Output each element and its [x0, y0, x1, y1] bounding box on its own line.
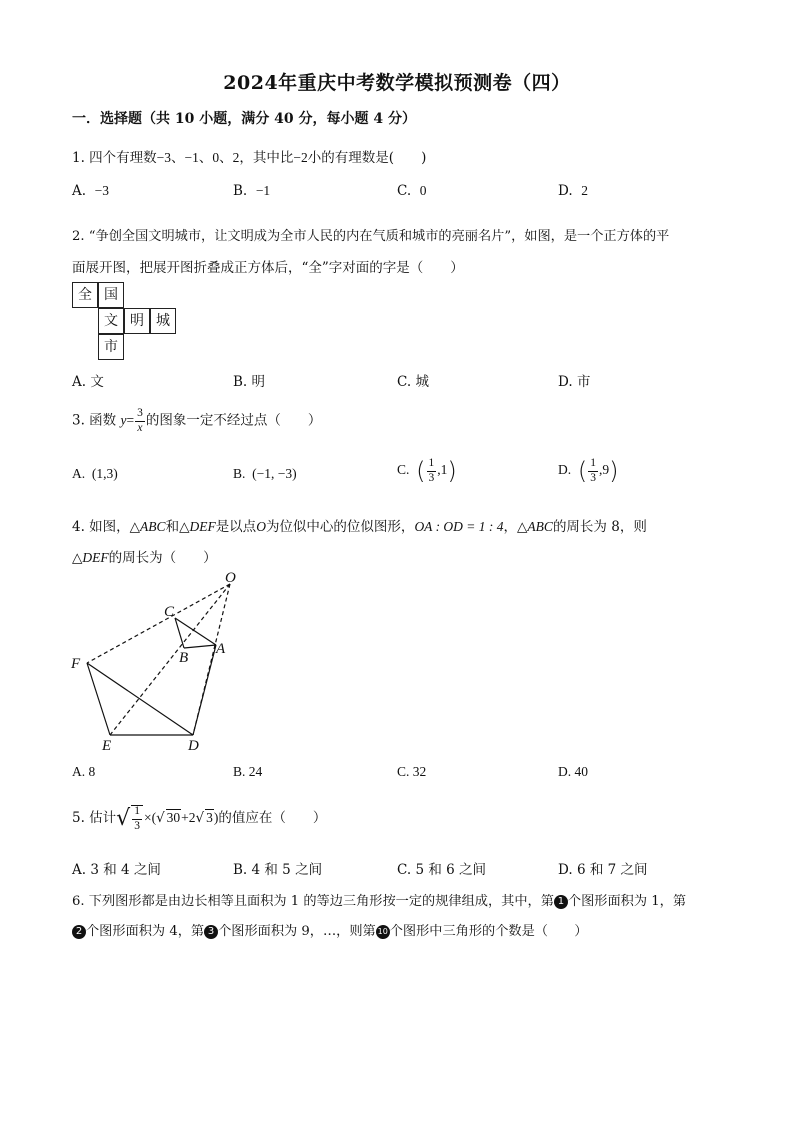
option-label: D.: [558, 862, 573, 878]
option-label: C.: [397, 374, 412, 390]
segment-fd: [87, 663, 193, 735]
net-cell-2: 国: [98, 282, 124, 308]
q4-triangle-abc: △ABC: [129, 519, 166, 534]
q1-num-d: 2: [232, 150, 240, 165]
option-value: 城: [415, 374, 429, 390]
option-label: A.: [72, 466, 86, 481]
question-2-line-2: 面展开图，把展开图折叠成正方体后，“全”字对面的字是（ ）: [72, 260, 464, 276]
q5-root-30: 30: [166, 810, 181, 825]
q3-option-d[interactable]: D. ( $\frac{1}{3}$ ,9): [558, 457, 619, 485]
option-label: D.: [558, 764, 572, 779]
option-value: 4 和 5 之间: [251, 862, 323, 878]
segment-ca: [175, 618, 216, 645]
question-5: 5. 估计√ $\frac{1}{3}$ ×(√ 30+2√ 3)的值应在（ ）: [72, 805, 327, 832]
q6-text: 6. 下列图形都是由边长相等且面积为 1 的等边三角形按一定的规律组成，其中，第: [72, 894, 554, 909]
q5-sqrt-fraction: [131, 805, 143, 832]
question-6-line-1: [72, 890, 686, 909]
label-e: E: [102, 738, 112, 754]
option-value: 8: [88, 764, 96, 779]
q3-fraction: [135, 408, 145, 434]
q5-numerator: 1: [132, 806, 142, 820]
q1-sep: 、: [219, 150, 233, 166]
q4-point-o: O: [256, 519, 266, 534]
q3-suffix: 的图象一定不经过点（ ）: [145, 412, 322, 429]
option-value: 6 和 7 之间: [576, 862, 648, 878]
q3-option-a[interactable]: A. (1,3): [72, 466, 118, 481]
option-label: B.: [233, 183, 248, 199]
option-label: B.: [233, 764, 246, 779]
option-label: C.: [397, 862, 412, 878]
section-heading: 一．选择题（共 10 小题，满分 40 分，每小题 4 分）: [72, 111, 416, 127]
option-value: 0: [419, 183, 427, 198]
option-value: −1: [255, 183, 271, 198]
q2-option-b[interactable]: [233, 370, 265, 390]
question-4-line-1: [72, 515, 647, 535]
option-denominator: 3: [428, 471, 435, 484]
q1-prefix: 1. 四个有理数: [72, 150, 157, 166]
option-label: D.: [558, 462, 572, 478]
segment-ad: [193, 645, 216, 735]
q3-option-b[interactable]: B. (−1, −3): [233, 466, 297, 481]
segment-fe: [87, 663, 110, 735]
option-value: −1, −3: [256, 466, 293, 481]
label-f: F: [71, 656, 81, 672]
q4-text: 的周长为（ ）: [108, 550, 217, 566]
segment-ba: [184, 645, 216, 648]
q4-text: 为位似中心的位似图形，: [265, 519, 415, 535]
option-value: 1,3: [96, 466, 114, 481]
circled-number-1: 1: [554, 895, 568, 909]
q1-sep: 、: [198, 150, 213, 166]
q5-option-d[interactable]: [558, 858, 648, 878]
q4-text: 4. 如图，: [72, 519, 130, 535]
q3-denominator: x: [137, 421, 143, 434]
q4-ratio: OA : OD = 1 : 4: [414, 519, 504, 534]
q1-num-c: 0: [212, 150, 220, 165]
circled-number-2: 2: [72, 925, 86, 939]
q1-num-b: −1: [184, 150, 199, 165]
option-label: A.: [72, 764, 86, 779]
q5-option-a[interactable]: [72, 858, 161, 878]
q6-text: 个图形面积为 1，第: [567, 894, 687, 909]
q5-times: ×(: [143, 810, 157, 825]
q1-option-c[interactable]: [397, 183, 426, 199]
option-label: B.: [233, 862, 248, 878]
option-value: 2: [581, 183, 588, 198]
q2-option-c[interactable]: [397, 370, 429, 390]
q4-triangle-def: △DEF: [179, 519, 216, 534]
q4-text: 是以点: [215, 519, 257, 535]
question-4-line-2: [72, 546, 217, 566]
option-label: B.: [233, 374, 248, 390]
option-value: 市: [576, 374, 591, 390]
similar-triangles-figure: [60, 570, 260, 755]
option-label: C.: [397, 764, 410, 779]
option-label: A.: [72, 374, 87, 390]
option-value: 32: [412, 764, 427, 779]
circled-number-3: 3: [204, 925, 218, 939]
q1-option-a[interactable]: [72, 183, 109, 199]
net-cell-5: 城: [150, 308, 176, 334]
q4-triangle-abc: △ABC: [517, 519, 553, 534]
option-value: 5 和 6 之间: [415, 862, 486, 878]
q3-prefix: 3. 函数: [72, 412, 117, 429]
q4-option-b[interactable]: [233, 764, 262, 780]
option-value: ,1: [437, 462, 448, 478]
q4-text: 和: [165, 519, 180, 535]
q1-num-e: −2: [293, 150, 308, 165]
option-value: 3 和 4 之间: [90, 862, 161, 878]
option-value: 明: [251, 374, 266, 390]
label-a: A: [216, 641, 226, 657]
option-label: C.: [397, 183, 412, 199]
q1-num-a: −3: [156, 150, 172, 165]
q3-option-c[interactable]: C. ( $\frac{1}{3}$ ,1): [397, 457, 457, 485]
q3-eq: =: [126, 412, 135, 428]
page-title: 2024年重庆中考数学模拟预测卷（四）: [223, 72, 571, 94]
net-cell-3: 文: [98, 308, 124, 334]
option-value: −3: [94, 183, 110, 198]
option-label: A.: [72, 862, 87, 878]
q3-numerator: 3: [135, 408, 145, 422]
q1-option-d[interactable]: [558, 183, 588, 199]
q6-text: 个图形中三角形的个数是（ ）: [389, 924, 588, 939]
option-label: C.: [397, 462, 410, 478]
net-cell-1: 全: [72, 282, 98, 308]
q1-mid: ，其中比: [239, 150, 294, 166]
question-6-line-2: [72, 920, 588, 939]
q1-suffix: 小的有理数是( ): [307, 150, 427, 166]
label-o: O: [225, 570, 236, 586]
q5-denominator: 3: [134, 819, 140, 832]
q5-option-b[interactable]: [233, 858, 322, 878]
option-value: ,9: [599, 462, 610, 478]
option-label: B.: [233, 466, 246, 481]
dashed-line-of: [87, 584, 230, 663]
option-denominator: 3: [590, 471, 596, 484]
option-label: D.: [558, 374, 573, 390]
q4-option-c[interactable]: [397, 764, 426, 780]
q6-text: 个图形面积为 9，…，则第: [218, 924, 376, 939]
label-d: D: [188, 738, 199, 754]
q5-close: ): [213, 810, 219, 825]
q2-option-d[interactable]: [558, 370, 590, 390]
q5-prefix: 5. 估计: [72, 810, 117, 826]
q4-option-a[interactable]: [72, 764, 95, 780]
q5-root-3: 3: [206, 810, 213, 825]
option-value: 24: [248, 764, 263, 779]
option-label: D.: [558, 183, 573, 199]
circled-number-10: 10: [376, 925, 390, 939]
label-c: C: [164, 604, 175, 620]
option-numerator: 1: [588, 458, 598, 472]
q4-text: ，: [503, 519, 518, 535]
q4-option-d[interactable]: [558, 764, 588, 780]
question-3: [72, 408, 321, 434]
q6-text: 个图形面积为 4，第: [86, 924, 205, 939]
label-b: B: [179, 650, 189, 666]
q5-suffix: 的值应在（ ）: [218, 810, 327, 826]
q4-triangle-def: △DEF: [72, 550, 109, 565]
q4-text: 的周长为 8，则: [552, 519, 647, 535]
option-value: 文: [90, 374, 104, 390]
option-value: 40: [574, 764, 588, 779]
q3-y: y: [120, 412, 127, 428]
q5-plus: +2: [181, 810, 196, 825]
option-numerator: 1: [427, 458, 437, 472]
q2-option-a[interactable]: [72, 370, 104, 390]
q1-option-b[interactable]: [233, 183, 270, 199]
net-cell-6: 市: [98, 334, 124, 360]
question-1: [72, 146, 426, 166]
q5-option-c[interactable]: [397, 858, 486, 878]
q1-sep: 、: [171, 150, 185, 166]
net-cell-4: 明: [124, 308, 150, 334]
option-label: A.: [72, 183, 87, 199]
question-2-line-1: 2. “争创全国文明城市，让文明成为全市人民的内在气质和城市的亮丽名片”，如图，是一个正方体的平: [72, 229, 670, 244]
